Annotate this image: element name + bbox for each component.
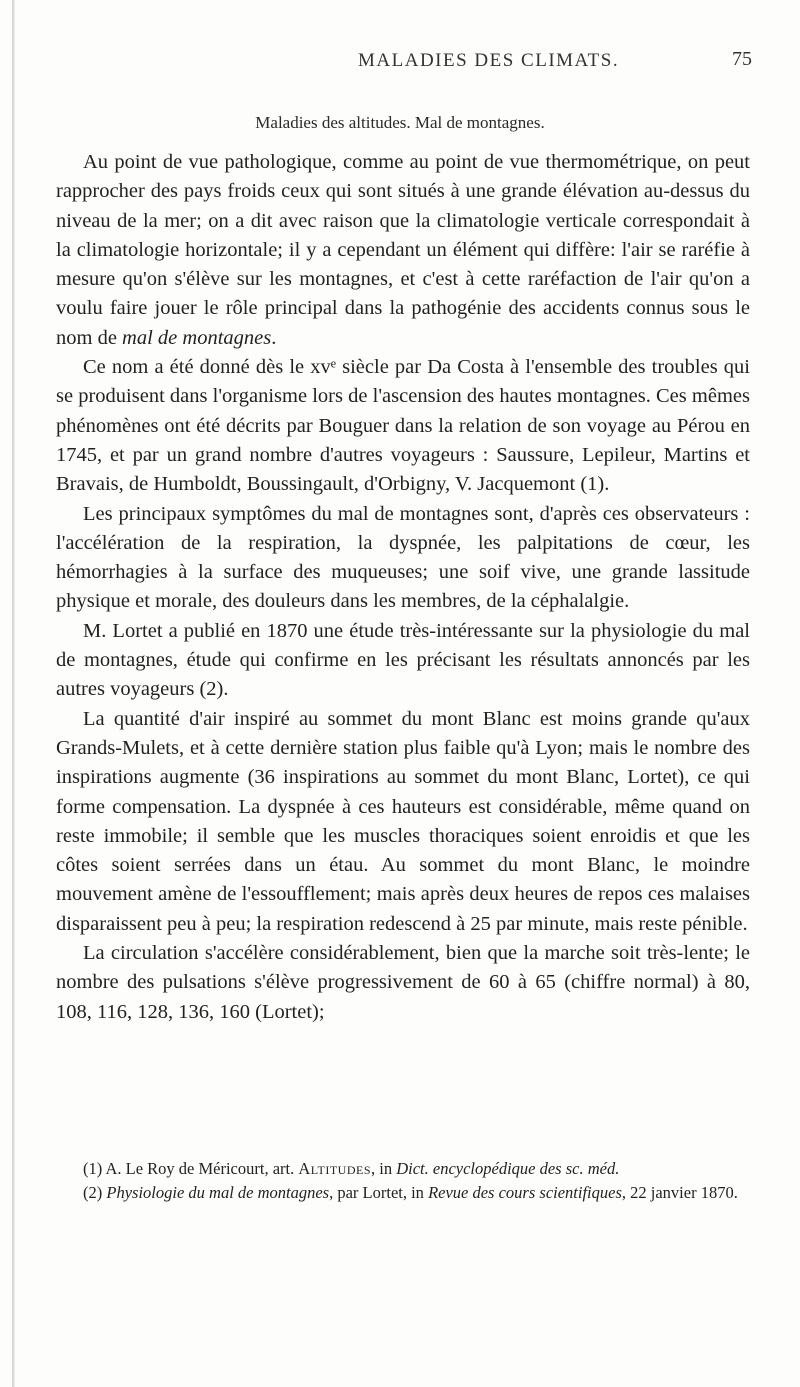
footnote-2-mid: , par Lortet, in <box>329 1183 429 1202</box>
paragraph-6: La circulation s'accélère considérablement, bien que la marche soit très-lente; le nombre des pulsations s'élève progressivement de 60 à 65 (chiffre normal) à 80, 108, 116, 128, 136, 160 (Lortet); <box>56 942 750 1023</box>
paragraph-1-text: Au point de vue pathologique, comme au point de vue thermométrique, on peut rapprocher des pays froids ceux qui sont situés à une grande élévation au-dessus du niveau de la mer; on a dit avec raison que la climatologie verticale correspondait à la climatologie horizontale; il y a cependant un élément qui diffère: l'air se raréfie à mesure qu'on s'élève sur les montagnes, et c'est à cette raréfaction de l'air qu'on a voulu faire jouer le rôle principal dans la pathogénie des accidents connus sous le nom de <box>56 151 750 349</box>
paragraph-2: Ce nom a été donné dès le xvᵉ siècle par Da Costa à l'ensemble des troubles qui se produisent dans l'organisme lors de l'ascension des hautes montagnes. Ces mêmes phénomènes ont été décrits par Bouguer dans la relation de son voyage au Pérou en 1745, et par un grand nombre d'autres voyageurs : Saussure, Lepileur, Martins et Bravais, de Humboldt, Boussingault, d'Orbigny, V. Jacquemont (1). <box>56 356 750 496</box>
section-title: Maladies des altitudes. Mal de montagnes. <box>255 113 545 132</box>
footnote-2 <box>56 1181 750 1205</box>
footnote-1-mid: , in <box>371 1159 397 1178</box>
paragraph-3: Les principaux symptômes du mal de montagnes sont, d'après ces observateurs : l'accélération de la respiration, la dyspnée, les palpitations de cœur, les hémorrhagies à la surface des muqueuses; une soif vive, une grande lassitude physique et morale, des douleurs dans les membres, de la céphalalgie. <box>56 502 750 613</box>
body-text <box>56 148 750 1027</box>
footnote-1-pre: (1) A. Le Roy de Méricourt, art. <box>83 1159 299 1178</box>
footnote-2-italic-journal: Revue des cours scientifiques <box>428 1183 622 1202</box>
page-gutter-shadow <box>12 0 15 1387</box>
footnote-2-pre: (2) <box>83 1183 107 1202</box>
paragraph-5: La quantité d'air inspiré au sommet du mont Blanc est moins grande qu'aux Grands-Mulets, et à cette dernière station plus faible qu'à Lyon; mais le nombre des inspirations augmente (36 inspirations au sommet du mont Blanc, Lortet), ce qui forme compensation. La dyspnée à ces hauteurs est considérable, même quand on reste immobile; il semble que les muscles thoraciques soient enroidis et que les côtes soient serrées dans un étau. Au sommet du mont Blanc, le moindre mouvement amène de l'essoufflement; mais après deux heures de repos ces malaises disparaissent peu à peu; la respiration redescend à 25 par minute, mais reste pénible. <box>56 707 750 935</box>
footnote-2-post: , 22 janvier 1870. <box>621 1183 738 1202</box>
footnotes <box>56 1157 750 1205</box>
paragraph-1 <box>56 148 750 353</box>
paragraph-1-emphasis: mal de montagnes <box>122 326 272 349</box>
footnote-1-italic: Dict. encyclopédique des sc. méd. <box>396 1159 620 1178</box>
paragraph-1-end: . <box>271 326 277 349</box>
footnote-1-smallcaps: Altitudes <box>298 1159 371 1178</box>
page-number: 75 <box>732 48 752 70</box>
footnote-2-italic: Physiologie du mal de montagnes <box>106 1183 330 1202</box>
footnote-1 <box>56 1157 750 1181</box>
running-head: MALADIES DES CLIMATS. <box>358 50 620 71</box>
paragraph-4: M. Lortet a publié en 1870 une étude très-intéressante sur la physiologie du mal de montagnes, étude qui confirme en les précisant les résultats annoncés par les autres voyageurs (2). <box>56 619 750 701</box>
